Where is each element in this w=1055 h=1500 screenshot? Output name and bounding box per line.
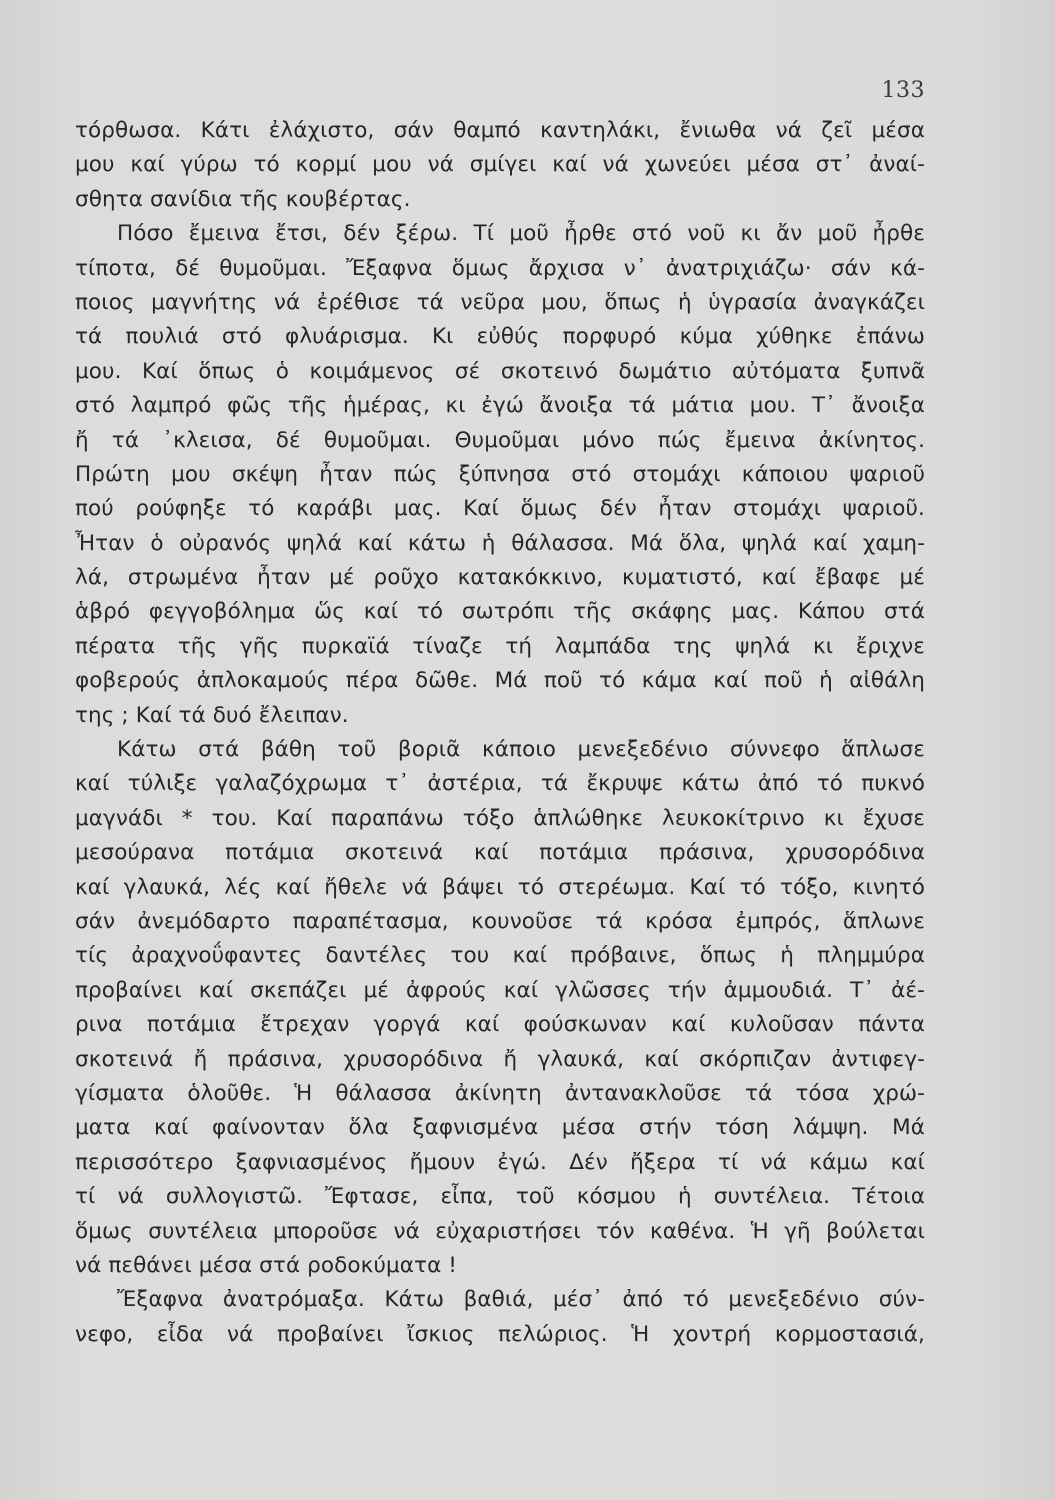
text-line: Πρώτη μου σκέψη ἦταν πώς ξύπνησα στό στομάχι κάποιου ψαριοῦ [75,461,925,487]
page-number: 133 [881,78,925,103]
text-line: Πόσο ἔμεινα ἔτσι, δέν ξέρω. Τί μοῦ ἦρθε στό νοῦ κι ἄν μοῦ ἦρθε [117,221,925,247]
text-line: μου. Καί ὅπως ὁ κοιμάμενος σέ σκοτεινό δωμάτιο αὐτόματα ξυπνᾶ [75,358,925,384]
text-line: καί τύλιξε γαλαζόχρωμα τ᾽ ἀστέρια, τά ἔκρυψε κάτω ἀπό τό πυκνό [75,771,925,797]
text-line: τά πουλιά στό φλυάρισμα. Κι εὐθύς πορφυρό κύμα χύθηκε ἐπάνω [75,324,925,350]
text-line: ρινα ποτάμια ἔτρεχαν γοργά καί φούσκωναν καί κυλοῦσαν πάντα [75,1012,925,1038]
text-line: περισσότερο ξαφνιασμένος ἤμουν ἐγώ. Δέν ἤξερα τί νά κάμω καί [75,1149,925,1175]
text-line: καί γλαυκά, λές καί ἤθελε νά βάψει τό στερέωμα. Καί τό τόξο, κινητό [75,874,925,900]
text-line: προβαίνει καί σκεπάζει μέ ἀφρούς καί γλῶσσες τήν ἀμμουδιά. Τ᾽ ἀέ- [75,977,925,1003]
text-line: γίσματα ὁλοῦθε. Ἡ θάλασσα ἀκίνητη ἀντανακλοῦσε τά τόσα χρώ- [75,1080,925,1106]
text-line: ἤ τά ᾽κλεισα, δέ θυμοῦμαι. Θυμοῦμαι μόνο πώς ἔμεινα ἀκίνητος. [75,427,925,453]
text-line: της ; Καί τά δυό ἔλειπαν. [75,702,349,728]
text-line: σκοτεινά ἤ πράσινα, χρυσορόδινα ἤ γλαυκά, καί σκόρπιζαν ἀντιφεγ- [75,1046,925,1072]
text-line: στό λαμπρό φῶς τῆς ἡμέρας, κι ἐγώ ἄνοιξα τά μάτια μου. Τ᾽ ἄνοιξα [75,393,925,419]
text-line: λά, στρωμένα ἦταν μέ ροῦχο κατακόκκινο, κυματιστό, καί ἔβαφε μέ [75,565,925,591]
text-line: Ἔξαφνα ἀνατρόμαξα. Κάτω βαθιά, μέσ᾽ ἀπό τό μενεξεδένιο σύν- [117,1287,925,1313]
text-line: σθητα σανίδια τῆς κουβέρτας. [75,186,411,212]
text-line: μου καί γύρω τό κορμί μου νά σμίγει καί νά χωνεύει μέσα στ᾽ ἀναί- [75,152,925,178]
body-text [75,114,925,1352]
text-line: πέρατα τῆς γῆς πυρκαϊά τίναζε τή λαμπάδα της ψηλά κι ἔριχνε [75,633,925,659]
text-line: ὅμως συντέλεια μποροῦσε νά εὐχαριστήσει τόν καθένα. Ἡ γῆ βούλεται [75,1218,925,1244]
text-line: τί νά συλλογιστῶ. Ἔφτασε, εἶπα, τοῦ κόσμου ἡ συντέλεια. Τέτοια [75,1184,925,1210]
text-line: νά πεθάνει μέσα στά ροδοκύματα ! [75,1252,458,1278]
text-line: νεφο, εἶδα νά προβαίνει ἴσκιος πελώριος. Ἡ χοντρή κορμοστασιά, [75,1321,925,1347]
text-line: μεσούρανα ποτάμια σκοτεινά καί ποτάμια πράσινα, χρυσορόδινα [75,840,925,866]
text-line: ποιος μαγνήτης νά ἐρέθισε τά νεῦρα μου, ὅπως ἡ ὑγρασία ἀναγκάζει [75,289,925,315]
text-line: ἁβρό φεγγοβόλημα ὥς καί τό σωτρόπι τῆς σκάφης μας. Κάπου στά [75,599,925,625]
text-line: τόρθωσα. Κάτι ἐλάχιστο, σάν θαμπό καντηλάκι, ἔνιωθα νά ζεῖ μέσα [75,118,925,143]
text-line: μαγνάδι * του. Καί παραπάνω τόξο ἁπλώθηκε λευκοκίτρινο κι ἔχυσε [75,805,925,831]
text-line: Ἦταν ὁ οὐρανός ψηλά καί κάτω ἡ θάλασσα. Μά ὅλα, ψηλά καί χαμη- [75,530,925,556]
text-line: σάν ἀνεμόδαρτο παραπέτασμα, κουνοῦσε τά κρόσα ἐμπρός, ἅπλωνε [75,908,925,934]
text-line: Κάτω στά βάθη τοῦ βοριᾶ κάποιο μενεξεδένιο σύννεφο ἅπλωσε [117,737,925,763]
text-line: ματα καί φαίνονταν ὅλα ξαφνισμένα μέσα στήν τόση λάμψη. Μά [75,1115,925,1141]
text-line: τίποτα, δέ θυμοῦμαι. Ἔξαφνα ὅμως ἄρχισα ν᾽ ἀνατριχιάζω· σάν κά- [75,255,925,281]
text-line: φοβερούς ἀπλοκαμούς πέρα δῶθε. Μά ποῦ τό κάμα καί ποῦ ἡ αἰθάλη [75,668,925,694]
text-line: πού ρούφηξε τό καράβι μας. Καί ὅμως δέν ἦταν στομάχι ψαριοῦ. [75,496,925,522]
text-line: τίς ἀραχνοΰφαντες δαντέλες του καί πρόβαινε, ὅπως ἡ πλημμύρα [75,943,925,969]
